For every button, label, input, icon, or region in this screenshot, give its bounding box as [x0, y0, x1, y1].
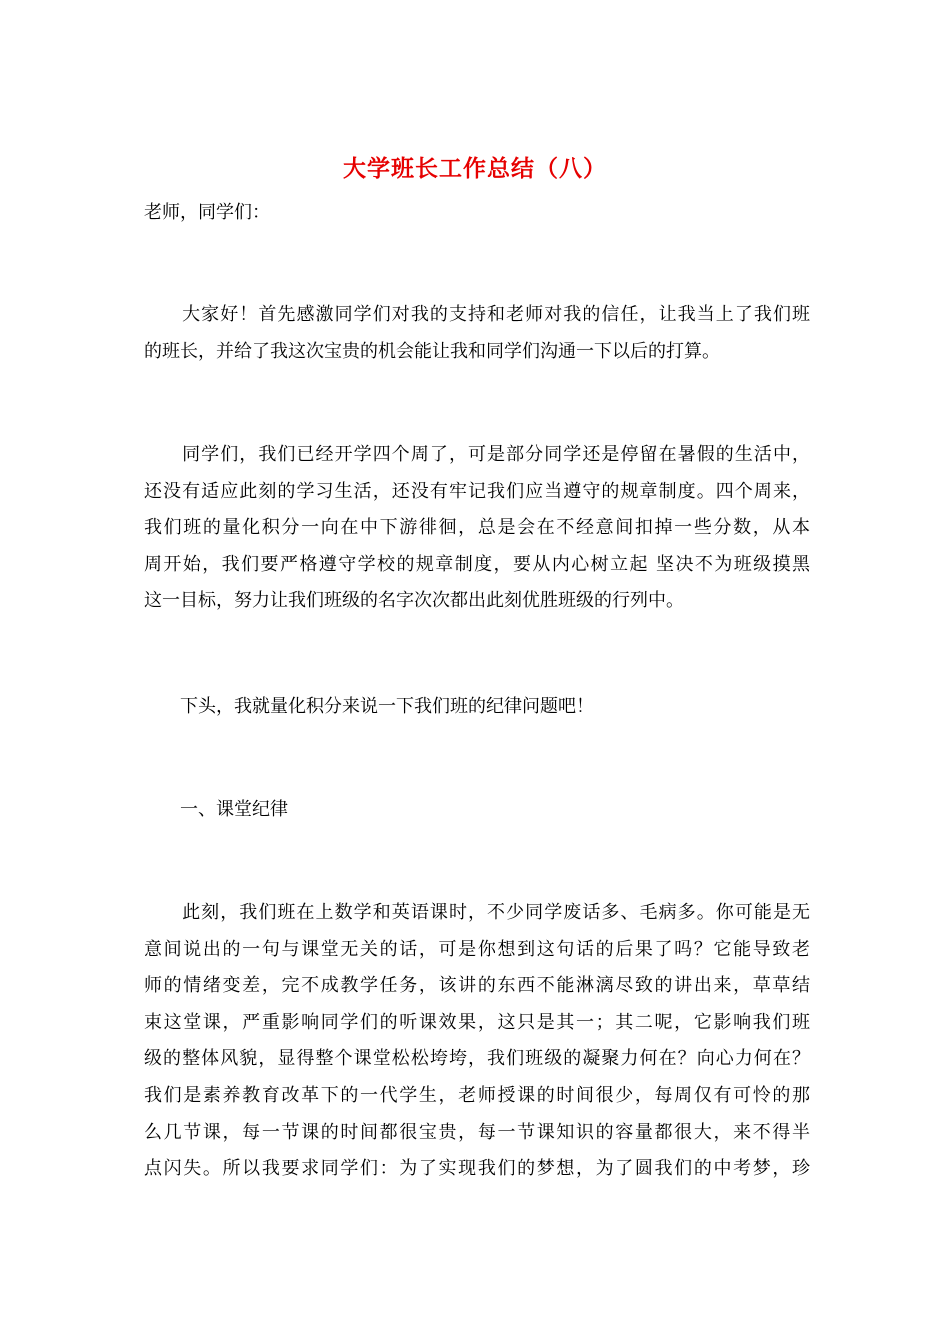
paragraph-line: 点闪失。所以我要求同学们：为了实现我们的梦想，为了圆我们的中考梦，珍 — [144, 1158, 810, 1180]
paragraph-line: 我们班的量化积分一向在中下游徘徊，总是会在不经意间扣掉一些分数，从本 — [144, 517, 810, 539]
paragraph-line: 同学们，我们已经开学四个周了，可是部分同学还是停留在暑假的生活中， — [144, 444, 810, 465]
paragraph-discipline-intro — [144, 689, 810, 726]
paragraph-line: 我们是素养教育改革下的一代学生，老师授课的时间很少，每周仅有可怜的那 — [144, 1084, 810, 1106]
paragraph-line: 周开始，我们要严格遵守学校的规章制度，要从内心树立起 坚决不为班级摸黑 — [144, 553, 810, 575]
paragraph-line: 一、课堂纪律 — [144, 799, 288, 820]
paragraph-line: 级的整体风貌，显得整个课堂松松垮垮，我们班级的凝聚力何在？向心力何在？ — [144, 1048, 810, 1070]
document-title: 大学班长工作总结（八） — [343, 155, 607, 182]
paragraph-greeting — [144, 297, 810, 370]
paragraph-line: 的班长，并给了我这次宝贵的机会能让我和同学们沟通一下以后的打算。 — [144, 340, 720, 362]
section-heading-classroom-discipline — [144, 792, 810, 829]
salutation: 老师，同学们： — [144, 202, 270, 223]
paragraph-line: 么几节课，每一节课的时间都很宝贵，每一节课知识的容量都很大，来不得半 — [144, 1121, 810, 1143]
paragraph-line: 大家好！首先感激同学们对我的支持和老师对我的信任，让我当上了我们班 — [144, 304, 810, 325]
paragraph-line: 意间说出的一句与课堂无关的话，可是你想到这句话的后果了吗？它能导致老 — [144, 938, 810, 960]
paragraph-line: 下头，我就量化积分来说一下我们班的纪律问题吧！ — [144, 696, 594, 717]
paragraph-four-weeks — [144, 437, 810, 620]
paragraph-classroom — [144, 895, 810, 1188]
paragraph-line: 师的情绪变差，完不成教学任务，该讲的东西不能淋漓尽致的讲出来，草草结 — [144, 975, 810, 997]
paragraph-line: 这一目标，努力让我们班级的名字次次都出此刻优胜班级的行列中。 — [144, 590, 684, 612]
paragraph-line: 还没有适应此刻的学习生活，还没有牢记我们应当遵守的规章制度。四个周来， — [144, 480, 810, 502]
paragraph-line: 束这堂课，严重影响同学们的听课效果，这只是其一；其二呢，它影响我们班 — [144, 1011, 810, 1033]
paragraph-line: 此刻，我们班在上数学和英语课时，不少同学废话多、毛病多。你可能是无 — [144, 902, 810, 923]
